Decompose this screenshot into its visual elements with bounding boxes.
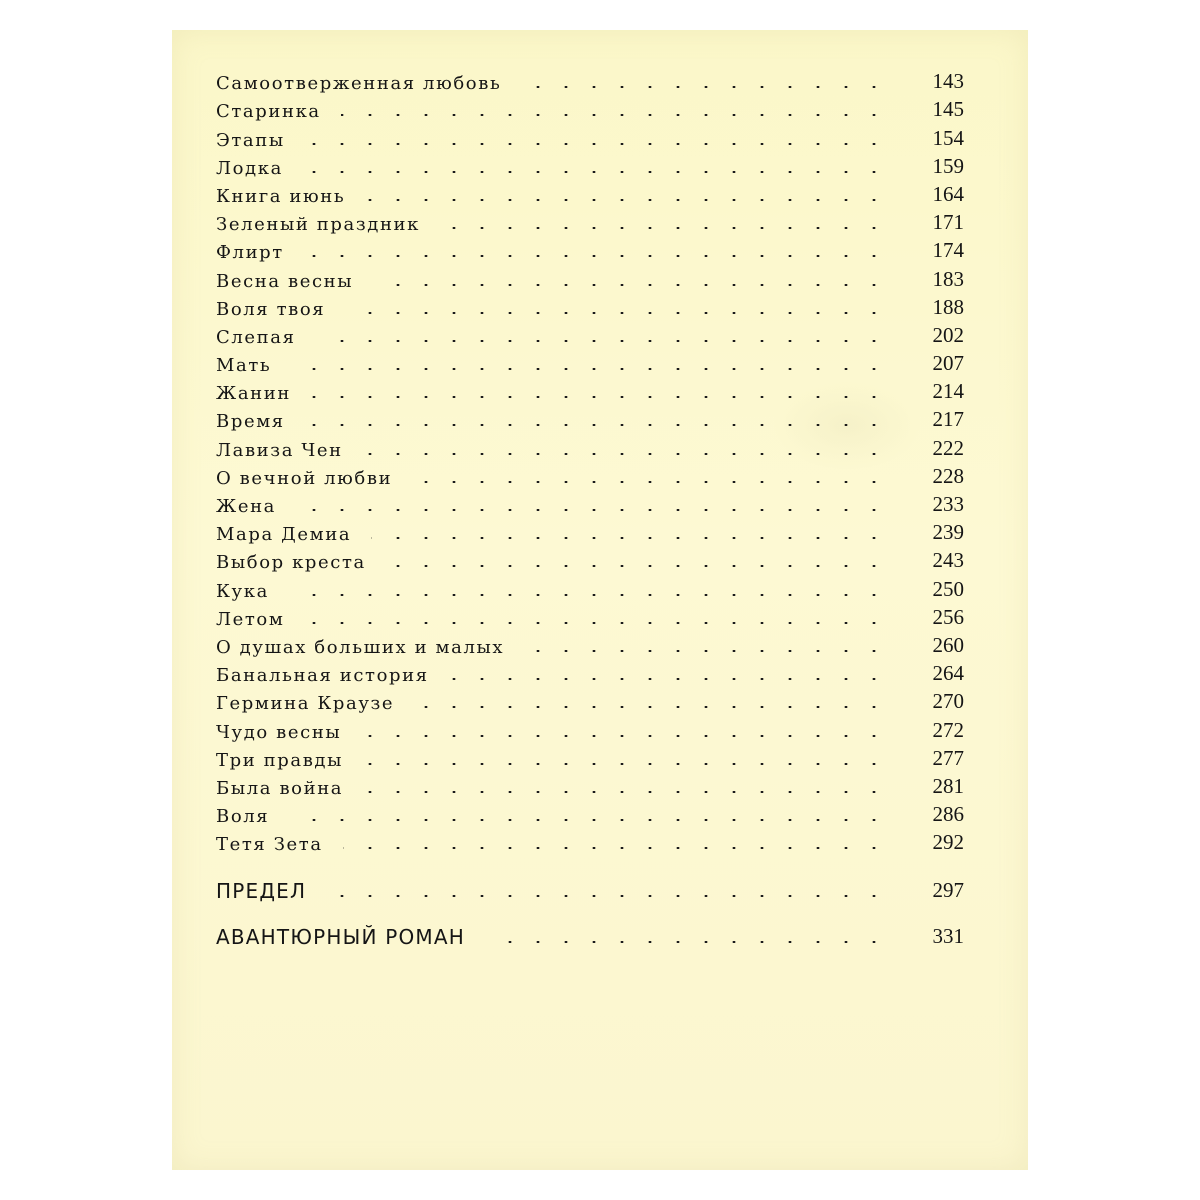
toc-entry-title: О душах больших и малых	[216, 636, 505, 658]
toc-entry	[216, 406, 964, 434]
toc-entry	[216, 68, 964, 96]
toc-entry-title: Самоотверженная любовь	[216, 73, 502, 95]
dot-leader	[361, 735, 888, 737]
toc-entry-title: ПРЕДЕЛ	[216, 879, 307, 904]
dot-leader	[521, 86, 888, 88]
toc-entry-title: Была война	[216, 777, 344, 799]
toc-entry-page-number: 145	[932, 97, 964, 122]
toc-entry-page-number: 243	[932, 548, 964, 573]
toc-entry	[216, 688, 964, 716]
toc-entry-title: Лавиза Чен	[216, 439, 343, 461]
dot-leader	[296, 509, 888, 511]
toc-entry	[216, 378, 964, 406]
toc-entry-page-number: 143	[932, 69, 964, 94]
toc-entry-page-number: 207	[932, 351, 964, 376]
toc-entry-title: Три правды	[216, 749, 344, 771]
dot-leader	[289, 819, 888, 821]
toc-entry-page-number: 171	[932, 210, 964, 235]
toc-entry	[216, 434, 964, 462]
toc-entry-title: Кука	[216, 580, 269, 602]
toc-entry-page-number: 154	[932, 125, 964, 150]
toc-entry-title: Время	[216, 411, 285, 433]
dot-leader	[311, 396, 888, 398]
toc-entry-title: Лодка	[216, 157, 283, 179]
toc-entry	[216, 237, 964, 265]
toc-entry-title: Выбор креста	[216, 552, 366, 574]
book-page	[172, 30, 1028, 1170]
toc-entry-title: Мать	[216, 355, 272, 377]
toc-entry-page-number: 183	[932, 266, 964, 291]
toc-entry-title: Жанин	[216, 383, 291, 405]
toc-entry-title: Тетя Зета	[216, 834, 323, 856]
toc-entry-title: Банальная история	[216, 665, 429, 687]
dot-leader	[373, 284, 888, 286]
toc-entry	[216, 96, 964, 124]
toc-entry-page-number: 264	[932, 661, 964, 686]
toc-entry	[216, 491, 964, 519]
toc-entry-title: Флирт	[216, 242, 284, 264]
toc-entry-page-number: 233	[932, 492, 964, 516]
toc-entry-page-number: 228	[932, 463, 964, 488]
toc-entry	[216, 463, 964, 491]
toc-entry	[216, 829, 964, 857]
toc-entry-title: Весна весны	[216, 270, 354, 292]
dot-leader	[345, 312, 888, 314]
dot-leader	[304, 255, 888, 257]
toc-entry	[216, 745, 964, 773]
dot-leader	[524, 650, 888, 652]
toc-entry-title: Книга июнь	[216, 185, 346, 207]
toc-entry-page-number: 164	[932, 181, 964, 206]
toc-entry-page-number: 222	[932, 435, 964, 460]
dot-leader	[412, 481, 888, 483]
toc-entry-title: Зеленый праздник	[216, 214, 420, 236]
dot-leader	[289, 594, 888, 596]
toc-entry	[216, 209, 964, 237]
toc-entry-title: О вечной любви	[216, 467, 393, 489]
toc-entry-page-number: 239	[932, 520, 964, 545]
toc-entry-page-number: 217	[932, 407, 964, 432]
toc-section	[216, 909, 964, 955]
toc-entry-page-number: 214	[932, 379, 964, 404]
toc-entry-page-number: 331	[932, 924, 964, 949]
table-of-contents	[216, 68, 964, 955]
dot-leader	[341, 114, 888, 116]
dot-leader	[343, 847, 888, 849]
dot-leader	[316, 340, 888, 342]
toc-entry-page-number: 281	[932, 773, 964, 798]
dot-leader	[440, 227, 888, 229]
toc-entry-title: Этапы	[216, 129, 285, 151]
toc-entry	[216, 322, 964, 350]
toc-entry-page-number: 250	[932, 576, 964, 601]
toc-entry-page-number: 272	[932, 717, 964, 742]
dot-leader	[291, 368, 888, 370]
toc-entry-page-number: 202	[932, 322, 964, 347]
toc-entry-page-number: 270	[932, 689, 964, 714]
toc-entry	[216, 350, 964, 378]
dot-leader	[304, 622, 888, 624]
dot-leader	[414, 706, 888, 708]
toc-entry-title: Жена	[216, 496, 277, 517]
toc-entry-page-number: 174	[932, 238, 964, 263]
toc-entry	[216, 265, 964, 293]
toc-entry	[216, 547, 964, 575]
dot-leader	[365, 199, 888, 201]
dot-leader	[363, 763, 888, 765]
toc-section	[216, 863, 964, 909]
dot-leader	[326, 895, 888, 897]
toc-entry-page-number: 159	[932, 153, 964, 178]
toc-entry-title: АВАНТЮРНЫЙ РОМАН	[216, 925, 465, 950]
toc-entry-title: Гермина Краузе	[216, 693, 395, 715]
toc-entry	[216, 716, 964, 744]
toc-entry-page-number: 286	[932, 802, 964, 827]
toc-entry-page-number: 277	[932, 745, 964, 770]
dot-leader	[485, 941, 888, 943]
dot-leader	[303, 171, 888, 173]
toc-entry	[216, 294, 964, 322]
toc-entry	[216, 181, 964, 209]
toc-entry	[216, 604, 964, 632]
toc-entry-page-number: 297	[932, 878, 964, 903]
toc-entry-title: Воля твоя	[216, 298, 326, 320]
dot-leader	[305, 143, 888, 145]
toc-entry	[216, 124, 964, 152]
dot-leader	[386, 565, 888, 567]
toc-entry	[216, 773, 964, 801]
dot-leader	[449, 678, 888, 680]
toc-entry	[216, 153, 964, 181]
toc-entry-title: Чудо весны	[216, 721, 342, 743]
dot-leader	[371, 537, 888, 539]
toc-entry-title: Летом	[216, 608, 285, 630]
toc-entry-page-number: 256	[932, 604, 964, 629]
dot-leader	[363, 791, 888, 793]
toc-entry	[216, 519, 964, 547]
toc-entry-page-number: 292	[932, 830, 964, 855]
toc-entry-title: Мара Демиа	[216, 524, 352, 546]
toc-entry	[216, 801, 964, 829]
toc-entry-title: Старинка	[216, 101, 321, 123]
toc-entry	[216, 575, 964, 603]
toc-entry-title: Воля	[216, 806, 270, 828]
toc-entry-page-number: 260	[932, 632, 964, 657]
toc-entry	[216, 632, 964, 660]
dot-leader	[305, 424, 888, 426]
toc-entry-page-number: 188	[932, 294, 964, 319]
dot-leader	[363, 453, 888, 455]
toc-entry	[216, 660, 964, 688]
toc-entry-title: Слепая	[216, 326, 296, 348]
